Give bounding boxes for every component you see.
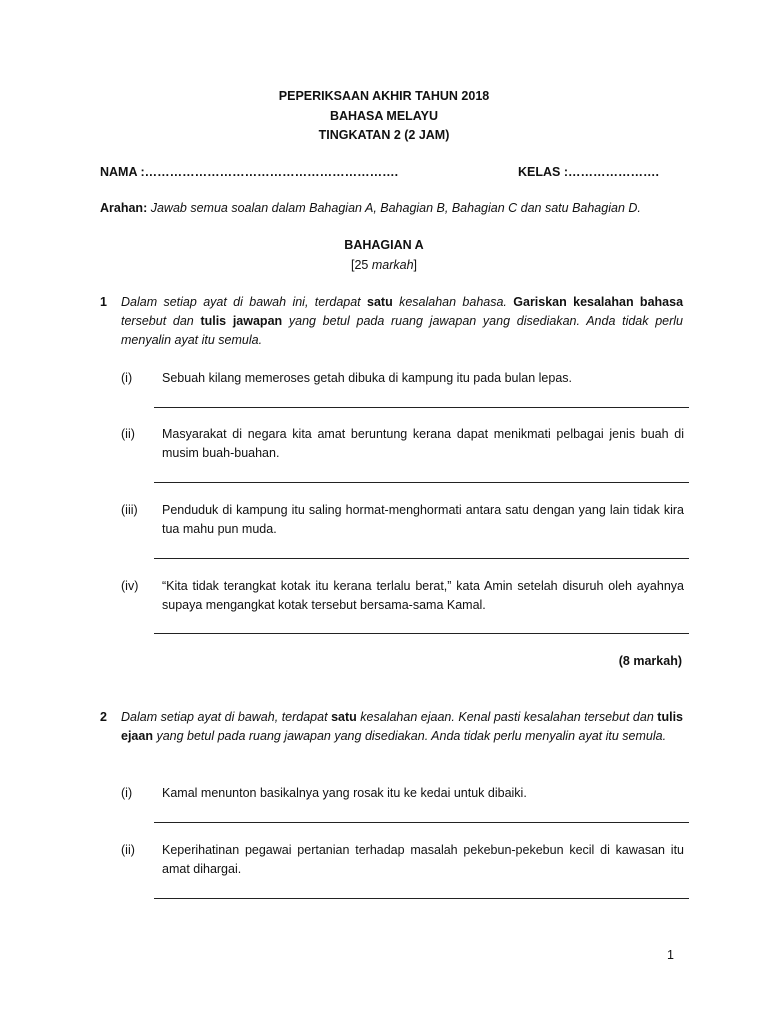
instructions-text: Jawab semua soalan dalam Bahagian A, Bahagian B, Bahagian C dan satu Bahagian D. xyxy=(150,201,641,215)
subject-title: BAHASA MELAYU xyxy=(329,109,439,123)
q1-item-label: (iii) xyxy=(121,503,138,517)
section-marks: [25 markah] xyxy=(350,258,418,272)
q2-item-text: Kamal menunton basikalnya yang rosak itu ke kedai untuk dibaiki. xyxy=(162,786,527,800)
name-field[interactable]: NAMA :……………………………………………………. xyxy=(100,165,399,179)
q1-item-text: Penduduk di kampung itu saling hormat-menghormati antara satu dengan yang lain tidak kira tua mahu pun muda. xyxy=(162,503,684,536)
q1-answer-line[interactable] xyxy=(154,482,689,483)
q2-instruction: Dalam setiap ayat di bawah, terdapat satu kesalahan ejaan. Kenal pasti kesalahan tersebut dan tulis ejaan yang betul pada ruang jawapan yang disediakan. Anda tidak perlu menyalin ayat itu semula. xyxy=(121,710,683,743)
q1-instruction: Dalam setiap ayat di bawah ini, terdapat satu kesalahan bahasa. Gariskan kesalahan bahasa tersebut dan tulis jawapan yang betul pada ruang jawapan yang disediakan. Anda tidak perlu menyalin ayat itu semula. xyxy=(121,295,684,347)
instructions-label: Arahan: xyxy=(100,201,148,215)
q2-answer-line[interactable] xyxy=(154,822,689,823)
q1-answer-line[interactable] xyxy=(154,558,689,559)
section-title: BAHAGIAN A xyxy=(344,238,424,252)
q1-item-label: (ii) xyxy=(121,427,135,441)
q2-number: 2 xyxy=(100,710,107,724)
q1-marks: (8 markah) xyxy=(618,654,682,668)
q2-item-label: (i) xyxy=(121,786,133,800)
q1-answer-line[interactable] xyxy=(154,633,689,634)
q1-item-text: Masyarakat di negara kita amat beruntung kerana dapat menikmati pelbagai jenis buah di musim buah-buahan. xyxy=(162,427,684,460)
level-title: TINGKATAN 2 (2 JAM) xyxy=(318,128,450,142)
q2-item-text: Keperihatinan pegawai pertanian terhadap masalah pekebun-pekebun kecil di kawasan itu amat dihargai. xyxy=(162,843,684,876)
exam-title: PEPERIKSAAN AKHIR TAHUN 2018 xyxy=(278,89,490,103)
q1-number: 1 xyxy=(100,295,107,309)
q1-answer-line[interactable] xyxy=(154,407,689,408)
q2-answer-line[interactable] xyxy=(154,898,689,899)
q1-item-label: (i) xyxy=(121,371,133,385)
q1-item-text: Sebuah kilang memeroses getah dibuka di kampung itu pada bulan lepas. xyxy=(162,371,572,385)
q2-item-label: (ii) xyxy=(121,843,135,857)
page-number: 1 xyxy=(667,948,674,962)
q1-item-text: “Kita tidak terangkat kotak itu kerana terlalu berat,” kata Amin setelah disuruh oleh ayahnya supaya mengangkat kotak tersebut bersama-sama Kamal. xyxy=(162,579,684,612)
instructions xyxy=(100,199,641,217)
q1-item-label: (iv) xyxy=(121,579,139,593)
class-field[interactable]: KELAS :…………………. xyxy=(518,165,659,179)
